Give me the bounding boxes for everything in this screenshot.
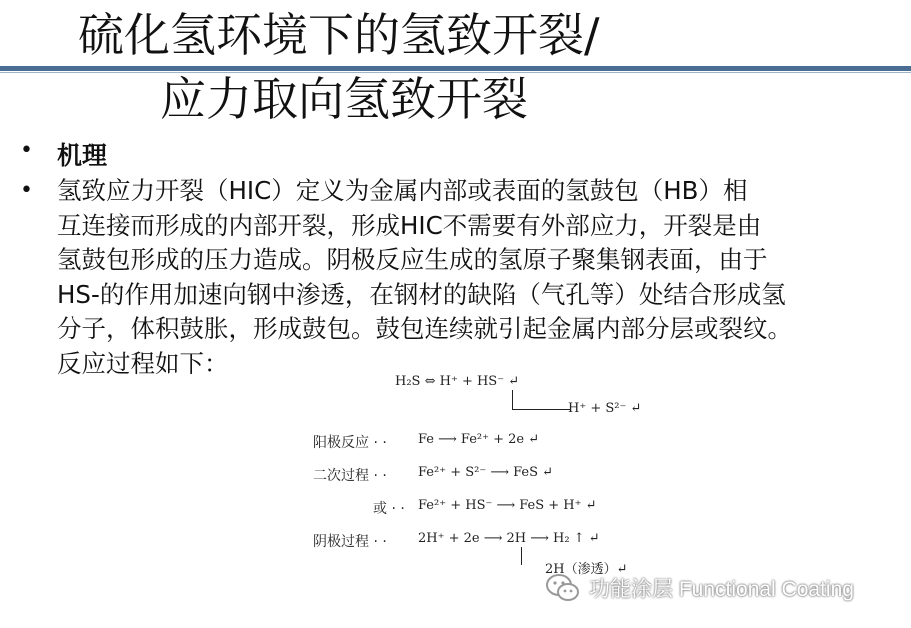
equation-secondary: Fe²⁺ + S²⁻ ⟶ FeS ↵ <box>418 465 554 480</box>
section-heading: 机理 <box>57 141 108 170</box>
equation-anode: Fe ⟶ Fe²⁺ + 2e ↵ <box>418 432 540 447</box>
label-secondary: 二次过程 · · <box>313 468 387 484</box>
label-cathode: 阴极过程 · · <box>313 534 387 550</box>
branch-arrow-vertical <box>512 390 513 410</box>
slide-title-line2: 应力取向氢致开裂 <box>160 72 528 126</box>
paragraph-line: HS-的作用加速向钢中渗透，在钢材的缺陷（气孔等）处结合形成氢 <box>57 279 786 309</box>
paragraph-line: 反应过程如下： <box>57 348 229 378</box>
equation-permeation: 2H（渗透）↵ <box>545 562 628 577</box>
label-or: 或 · · <box>373 501 405 517</box>
equation-hs-dissociation: H⁺ + S²⁻ ↵ <box>568 401 642 416</box>
equation-alternative: Fe²⁺ + HS⁻ ⟶ FeS + H⁺ ↵ <box>418 498 597 513</box>
permeation-arrow-vertical <box>521 547 522 565</box>
branch-arrow-horizontal <box>512 409 570 410</box>
equation-h2s-dissociation: H₂S ⇔ H⁺ + HS⁻ ↵ <box>395 374 520 389</box>
slide-title-line1: 硫化氢环境下的氢致开裂/ <box>78 8 600 62</box>
label-anode: 阳极反应 · · <box>313 435 387 451</box>
bullet-icon: • <box>20 138 33 163</box>
paragraph-line: 分子，体积鼓胀，形成鼓包。鼓包连续就引起金属内部分层或裂纹。 <box>57 314 792 343</box>
watermark <box>545 570 854 606</box>
bullet-icon: • <box>20 178 33 203</box>
paragraph-line: 氢致应力开裂（HIC）定义为金属内部或表面的氢鼓包（HB）相 <box>57 176 748 205</box>
wechat-icon <box>545 570 581 606</box>
watermark-text: 功能涂层 Functional Coating <box>589 578 854 601</box>
paragraph-line: 互连接而形成的内部开裂，形成HIC不需要有外部应力，开裂是由 <box>57 210 762 240</box>
mechanism-paragraph <box>57 174 897 381</box>
equation-cathode: 2H⁺ + 2e ⟶ 2H ⟶ H₂ ↑ ↵ <box>418 531 600 546</box>
paragraph-line: 氢鼓包形成的压力造成。阴极反应生成的氢原子聚集钢表面，由于 <box>57 245 768 274</box>
